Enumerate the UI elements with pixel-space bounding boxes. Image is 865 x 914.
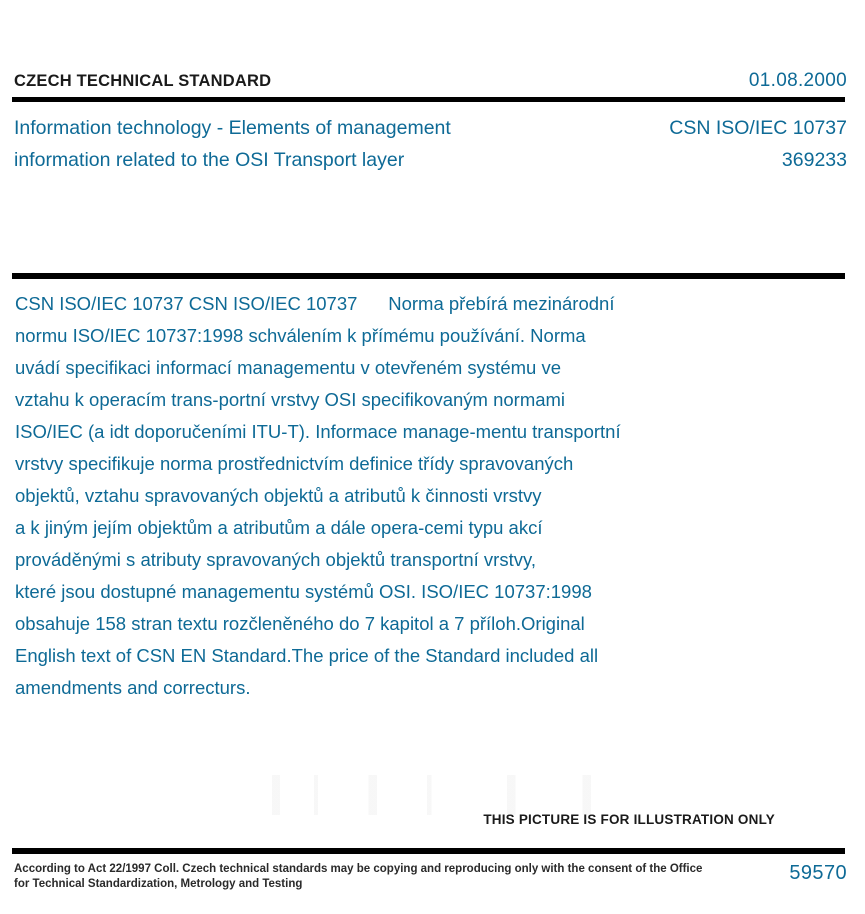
standard-title-block [14,112,847,176]
abstract-line: English text of CSN EN Standard.The price of the Standard included all [15,645,599,666]
copyright-notice [14,862,703,892]
abstract-line: normu ISO/IEC 10737:1998 schválením k přímému používání. Norma [15,325,586,346]
abstract-line: amendments and correcturs. [15,677,251,698]
abstract-line: CSN ISO/IEC 10737 CSN ISO/IEC 10737 Norma přebírá mezinárodní [15,293,615,314]
publication-date: 01.08.2000 [748,70,847,91]
page-title: CZECH TECHNICAL STANDARD [14,72,272,90]
abstract-line: objektů, vztahu spravovaných objektů a atributů k činnosti vrstvy [15,485,542,506]
order-number: 59570 [789,862,847,884]
abstract-line: vztahu k operacím trans-portní vrstvy OSI specifikovaným normami [15,389,566,410]
abstract-line: vrstvy specifikuje norma prostřednictvím definice třídy spravovaných [15,453,574,474]
abstract-line: a k jiným jejím objektům a atributům a dále opera-cemi typu akcí [15,517,543,538]
standard-designation: CSN ISO/IEC 10737 [669,117,847,139]
footer-divider-rule [12,848,845,854]
abstract-line: které jsou dostupné managementu systémů OSI. ISO/IEC 10737:1998 [15,581,592,602]
document-header [14,70,847,94]
illustration-disclaimer: THIS PICTURE IS FOR ILLUSTRATION ONLY [483,812,775,827]
standard-abstract [15,288,760,704]
standard-name [14,112,451,176]
abstract-divider-rule [12,273,845,279]
abstract-line: uvádí specifikaci informací managementu v otevřeném systému ve [15,357,561,378]
standard-name-line-2: information related to the OSI Transport layer [14,149,405,171]
copyright-notice-line-2: for Technical Standardization, Metrology and Testing [14,878,303,890]
standard-identifiers [649,112,847,176]
abstract-line: obsahuje 158 stran textu rozčleněného do 7 kapitol a 7 příloh.Original [15,613,585,634]
abstract-line: prováděnými s atributy spravovaných objektů transportní vrstvy, [15,549,536,570]
abstract-line: ISO/IEC (a idt doporučeními ITU-T). Informace manage-mentu transportní [15,421,621,442]
header-divider-rule [12,97,845,102]
copyright-notice-line-1: According to Act 22/1997 Coll. Czech technical standards may be copying and reproducing only with the consent of the Office [14,863,703,875]
scan-watermark-artifact [255,775,675,815]
standard-catalog-class: 369233 [781,149,847,171]
document-footer [14,862,847,892]
standard-name-line-1: Information technology - Elements of management [14,117,451,139]
